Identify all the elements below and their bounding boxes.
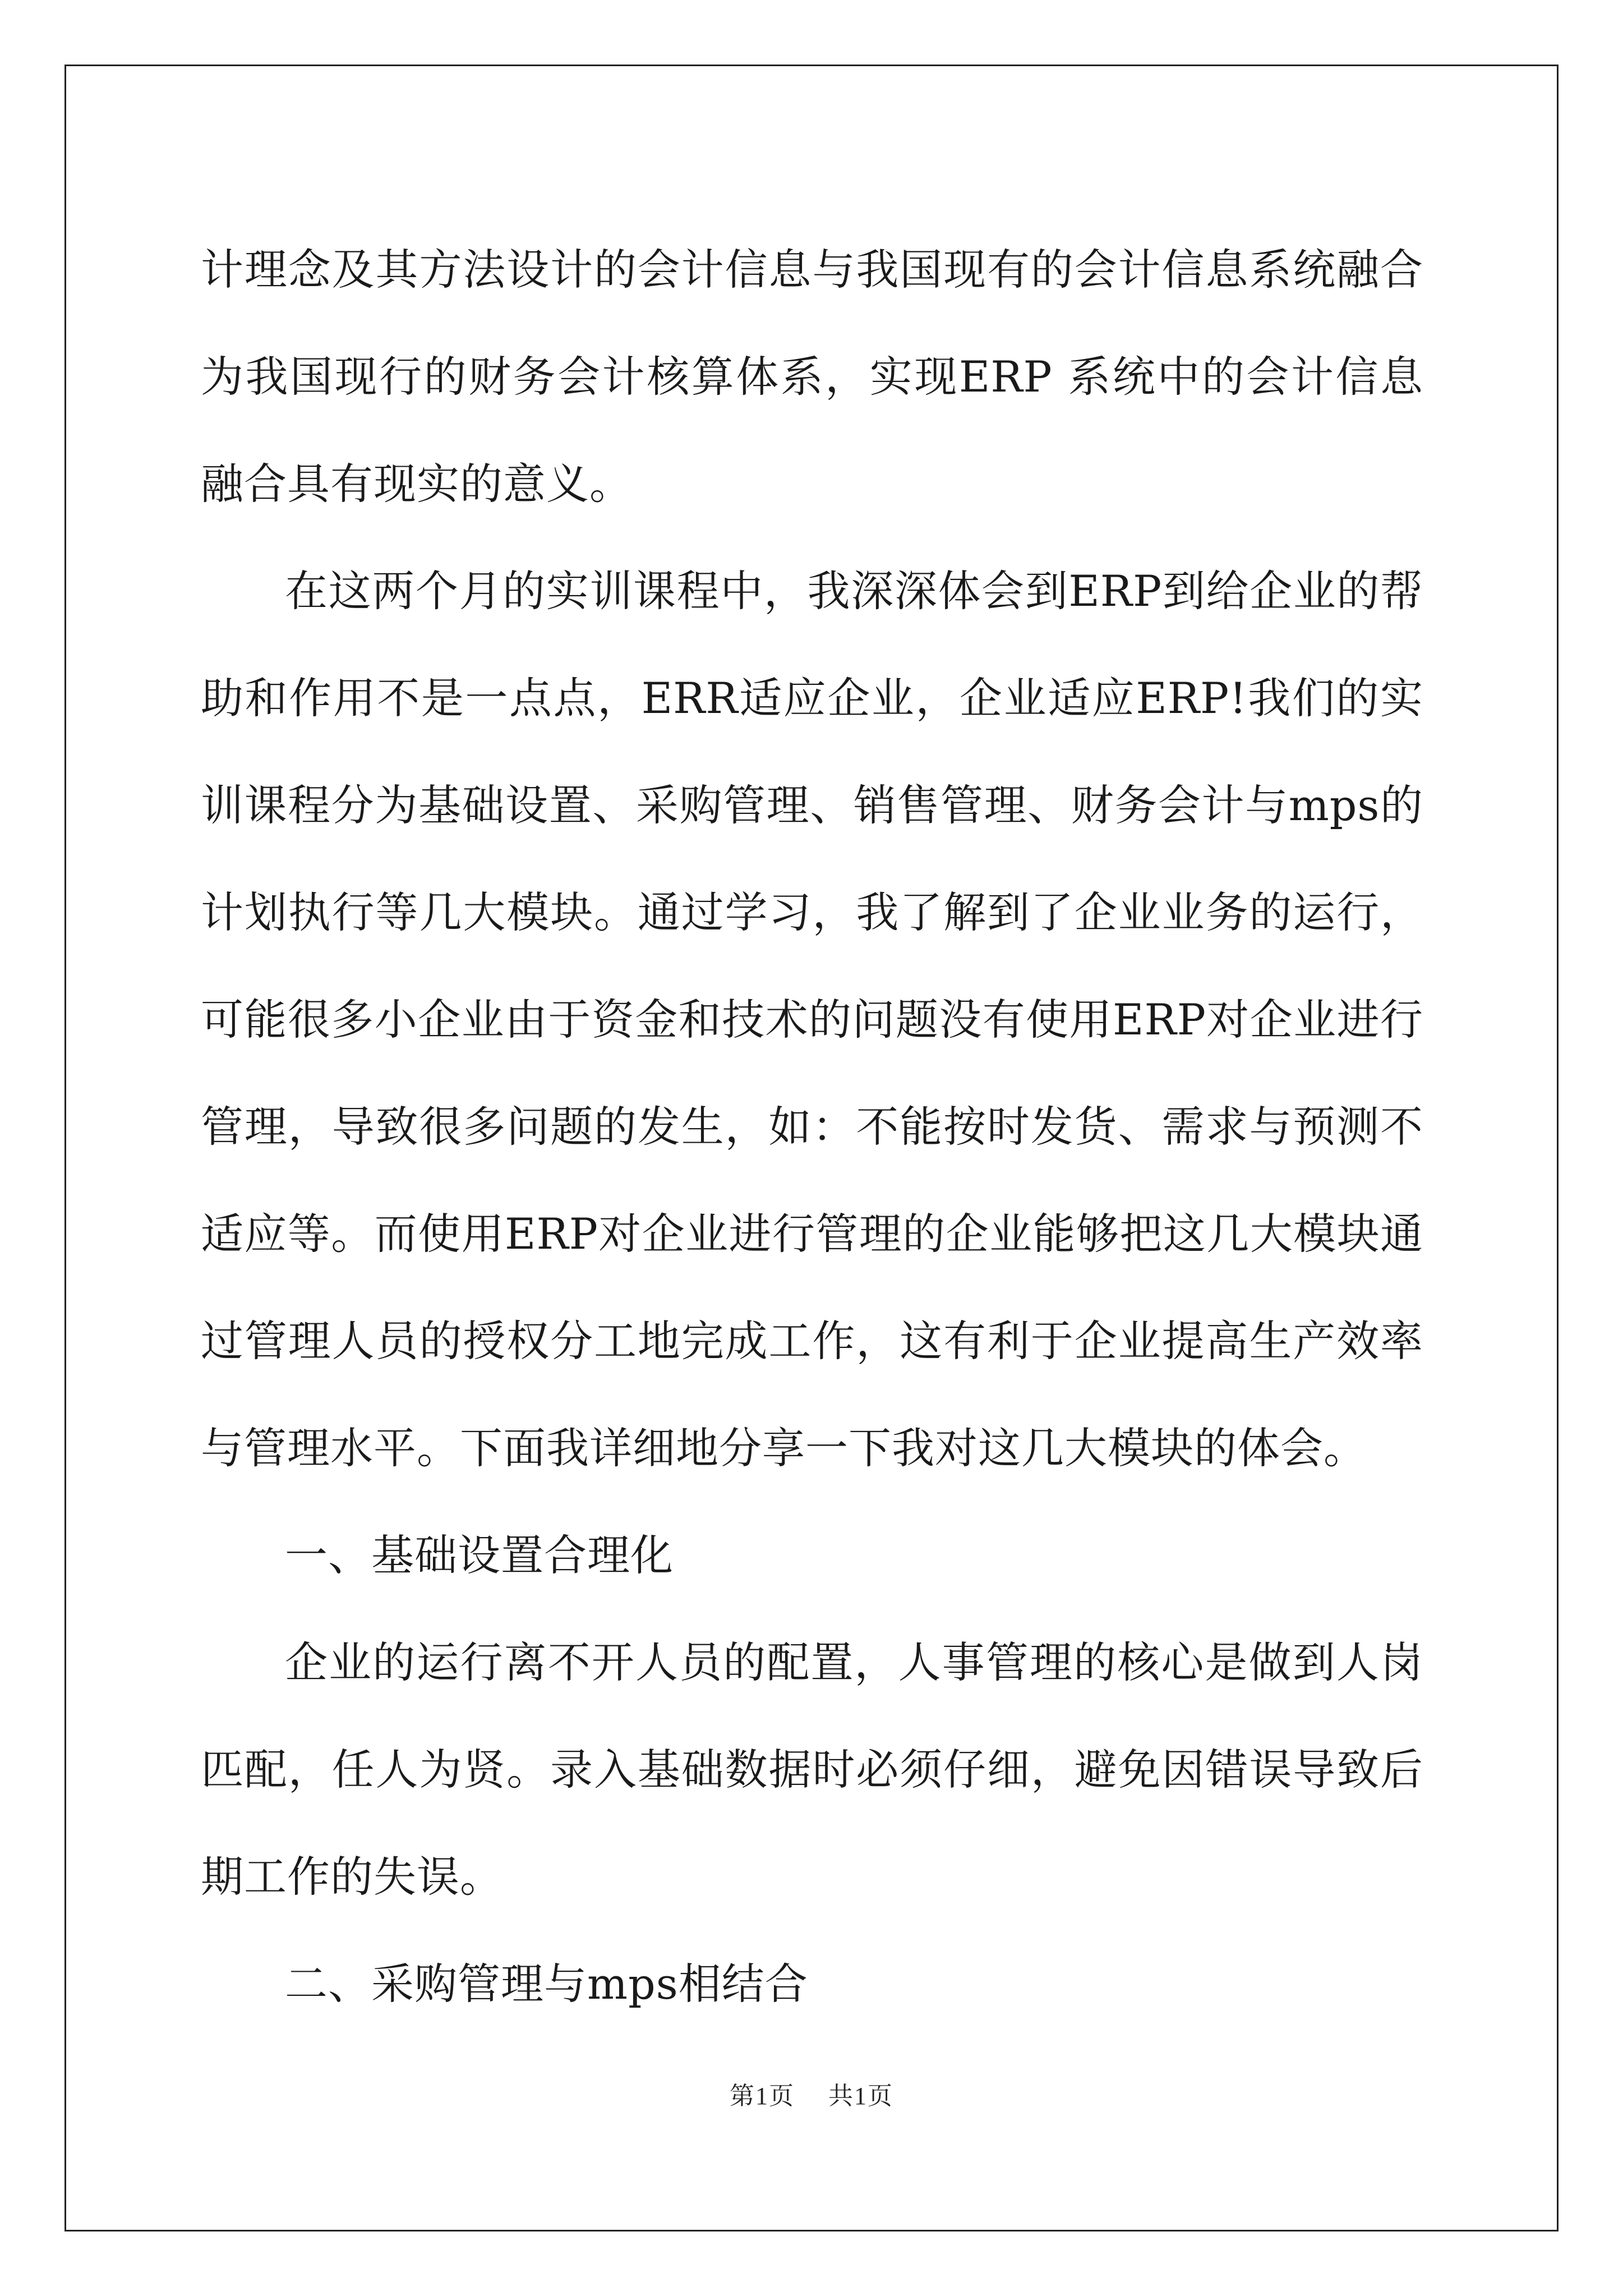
document-body xyxy=(201,216,1423,2037)
page-footer xyxy=(0,2076,1623,2111)
paragraph-continued: 计理念及其方法设计的会计信息与我国现有的会计信息系统融合为我国现行的财务会计核算体系，实现ERP 系统中的会计信息融合具有现实的意义。 xyxy=(201,245,1423,509)
paragraph-training-course: 在这两个月的实训课程中，我深深体会到ERP到给企业的帮助和作用不是一点点，ERR适应企业，企业适应ERP!我们的实训课程分为基础设置、采购管理、销售管理、财务会计与mps的计划执行等几大模块。通过学习，我了解到了企业业务的运行，可能很多小企业由于资金和技术的问题没有使用ERP对企业进行管理，导致很多问题的发生，如：不能按时发货、需求与预测不适应等。而使用ERP对企业进行管理的企业能够把这几大模块通过管理人员的授权分工地完成工作，这有利于企业提高生产效率与管理水平。下面我详细地分享一下我对这几大模块的体会。 xyxy=(201,566,1423,1473)
page-total: 共1页 xyxy=(828,2082,893,2110)
section-heading-basic-settings: 一、基础设置合理化 xyxy=(285,1530,674,1580)
paragraph-basic-settings: 企业的运行离不开人员的配置，人事管理的核心是做到人岗匹配，任人为贤。录入基础数据时必须仔细，避免因错误导致后期工作的失误。 xyxy=(201,1637,1423,1902)
section-heading-procurement: 二、采购管理与mps相结合 xyxy=(285,1959,808,2009)
page-number: 第1页 xyxy=(730,2082,795,2110)
